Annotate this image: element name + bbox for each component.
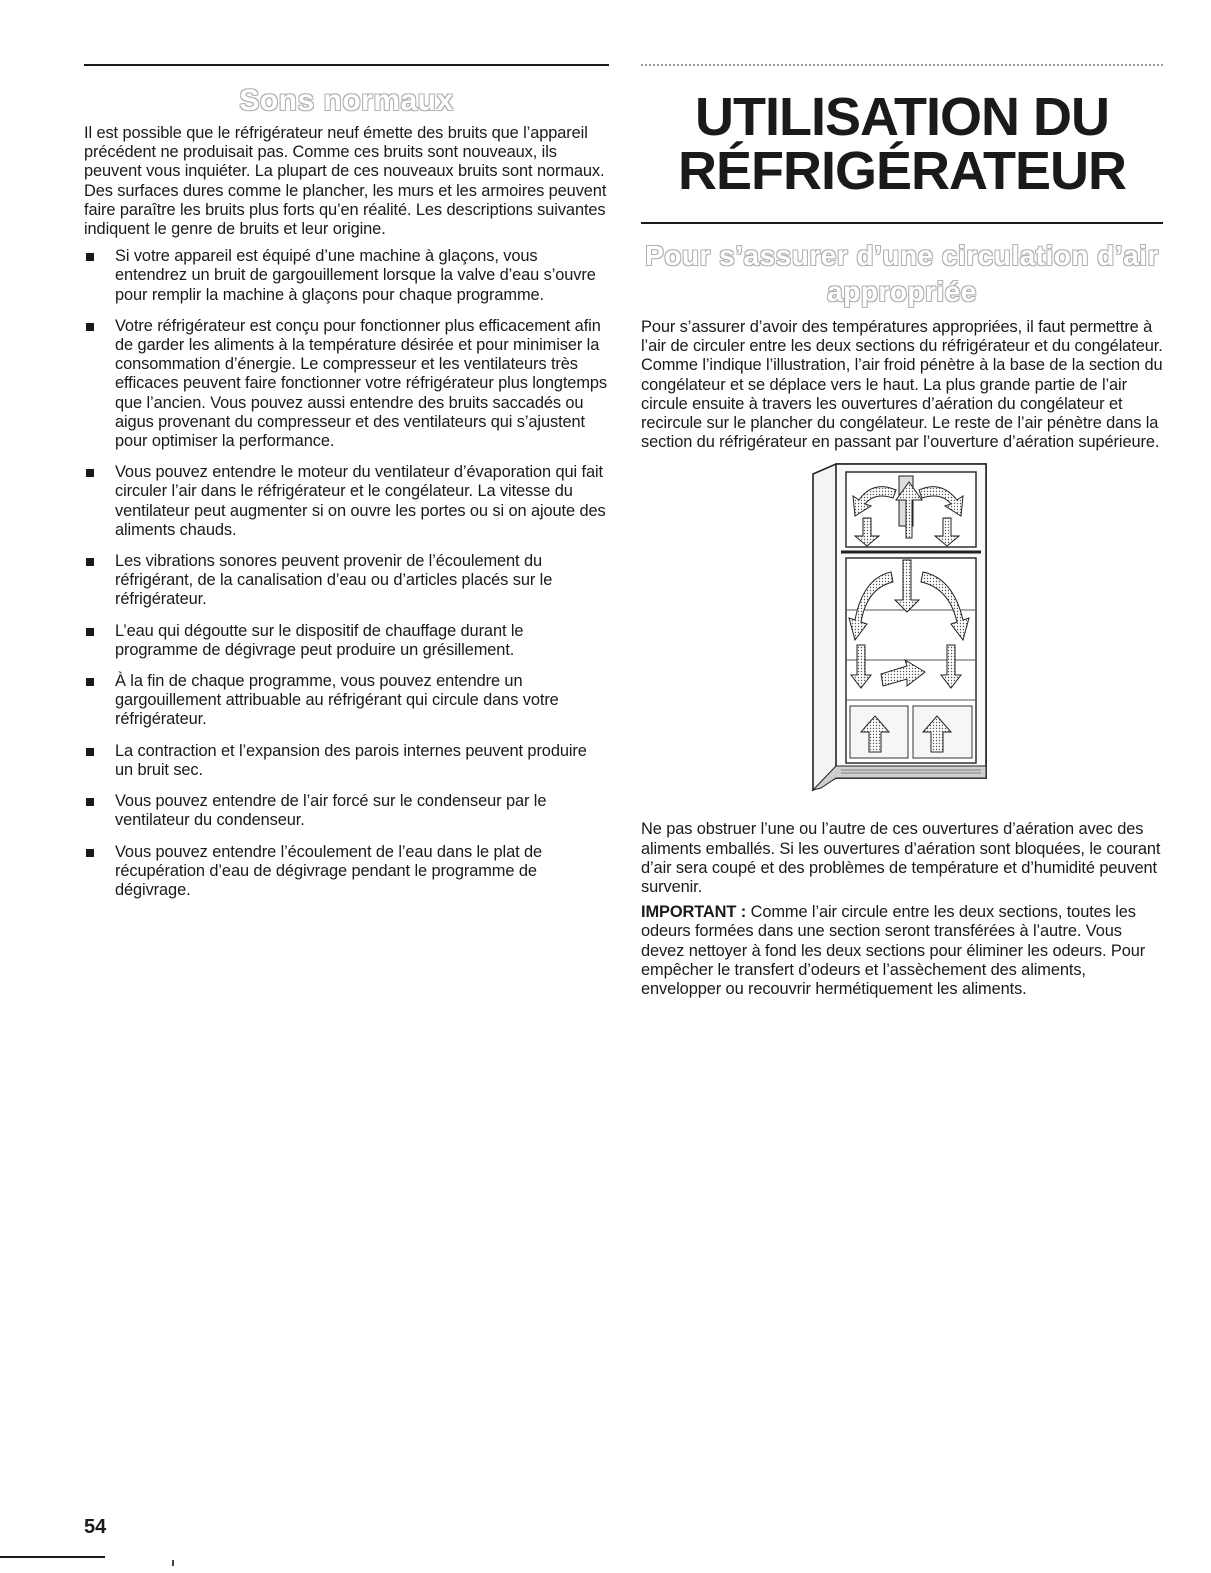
sounds-list [84,247,609,900]
footer-mark [172,1560,174,1566]
intro-paragraph: Il est possible que le réfrigérateur neuf émette des bruits que l’appareil précédent ne produisait pas. Comme ces bruits sont nouveaux, ils peuvent vous inquiéter. La plupart de ces nouveaux bruits sont normaux. Des surfaces dures comme le plancher, les murs et les armoires peuvent faire paraître les bruits plus forts qu’en réalité. Les descriptions suivantes indiquent le genre de bruits et leur origine. [84,124,607,239]
section-heading-line-2: appropriée [827,276,977,307]
list-item: Vous pouvez entendre l’écoulement de l’eau dans le plat de récupération d’eau de dégivrage pendant le programme de dégivrage. [84,843,609,901]
bullet-icon [86,469,94,477]
bullet-icon [86,253,94,261]
list-item: Votre réfrigérateur est conçu pour fonctionner plus efficacement afin de garder les aliments à la température désirée et pour minimiser la consommation d’énergie. Le compresseur et les ventilateurs très efficaces peuvent faire fonctionner votre réfrigérateur plus longtemps que l’ancien. Vous pouvez aussi entendre des bruits saccadés ou aigus provenant du compresseur et des ventilateurs qui s’ajustent pour optimiser la performance. [84,317,609,451]
page-title-line-2: RÉFRIGÉRATEUR [677,141,1126,201]
section-heading-circulation [641,238,1163,310]
list-item: L’eau qui dégoutte sur le dispositif de chauffage durant le programme de dégivrage peut produire un grésillement. [84,622,609,660]
page-number: 54 [84,1516,107,1538]
blocking-warning-paragraph: Ne pas obstruer l’une ou l’autre de ces ouvertures d’aération avec des aliments emballés. Si les ouvertures d’aération sont bloquées, le courant d’air sera coupé et des problèmes de température et d’humidité peuvent survenir. [641,820,1161,897]
bullet-icon [86,628,94,636]
bullet-icon [86,798,94,806]
left-column [84,64,609,912]
bullet-icon [86,678,94,686]
list-item: Les vibrations sonores peuvent provenir de l’écoulement du réfrigérant, de la canalisation d’eau ou d’articles placés sur le réfrigérateur. [84,552,609,610]
section-heading-line-1: Pour s’assurer d’une circulation d’air [645,240,1159,271]
bullet-icon [86,323,94,331]
top-dotted-rule [641,64,1163,66]
bullet-icon [86,748,94,756]
list-item: Si votre appareil est équipé d’une machine à glaçons, vous entendrez un bruit de gargouillement lorsque la valve d’eau s’ouvre pour remplir la machine à glaçons pour chaque programme. [84,247,609,305]
page-title [641,87,1163,201]
list-item: À la fin de chaque programme, vous pouvez entendre un gargouillement attribuable au réfrigérant qui circule dans votre réfrigérateur. [84,672,609,730]
section-heading-sons-normaux: Sons normaux [239,84,454,117]
right-column [641,64,1163,1005]
list-item: La contraction et l’expansion des parois internes peuvent produire un bruit sec. [84,742,609,780]
bullet-icon [86,558,94,566]
page-title-line-1: UTILISATION DU [695,87,1109,147]
footer-rule [0,1556,105,1558]
section-rule [641,222,1163,224]
important-label: IMPORTANT : [641,903,747,922]
circulation-paragraph: Pour s’assurer d’avoir des températures appropriées, il faut permettre à l’air de circuler entre les deux sections du réfrigérateur et du congélateur. Comme l’indique l’illustration, l’air froid pénètre à la base de la section du congélateur et se déplace vers le haut. La plus grande partie de l’air circule ensuite à travers les ouvertures d’aération du congélateur et recircule sur le plancher du congélateur. Le reste de l’air pénètre dans la section du réfrigérateur en passant par l’ouverture d’aération supérieure. [641,318,1163,452]
important-text: Comme l’air circule entre les deux sections, toutes les odeurs formées dans une section seront transférées à l’autre. Vous devez nettoyer à fond les deux sections pour éliminer les odeurs. Pour empêcher le transfert d’odeurs et l’assèchement des aliments, envelopper ou recouvrir hermétiquement les aliments. [641,903,1146,999]
list-item: Vous pouvez entendre de l’air forcé sur le condenseur par le ventilateur du condenseur. [84,792,609,830]
refrigerator-airflow-illustration [641,460,1163,810]
bullet-icon [86,849,94,857]
top-rule [84,64,609,66]
list-item: Vous pouvez entendre le moteur du ventilateur d’évaporation qui fait circuler l’air dans le réfrigérateur et le congélateur. La vitesse du ventilateur peut augmenter si on ouvre les portes ou si on ajoute des aliments chauds. [84,463,609,540]
refrigerator-airflow-svg [641,460,1163,810]
important-paragraph [641,903,1163,999]
